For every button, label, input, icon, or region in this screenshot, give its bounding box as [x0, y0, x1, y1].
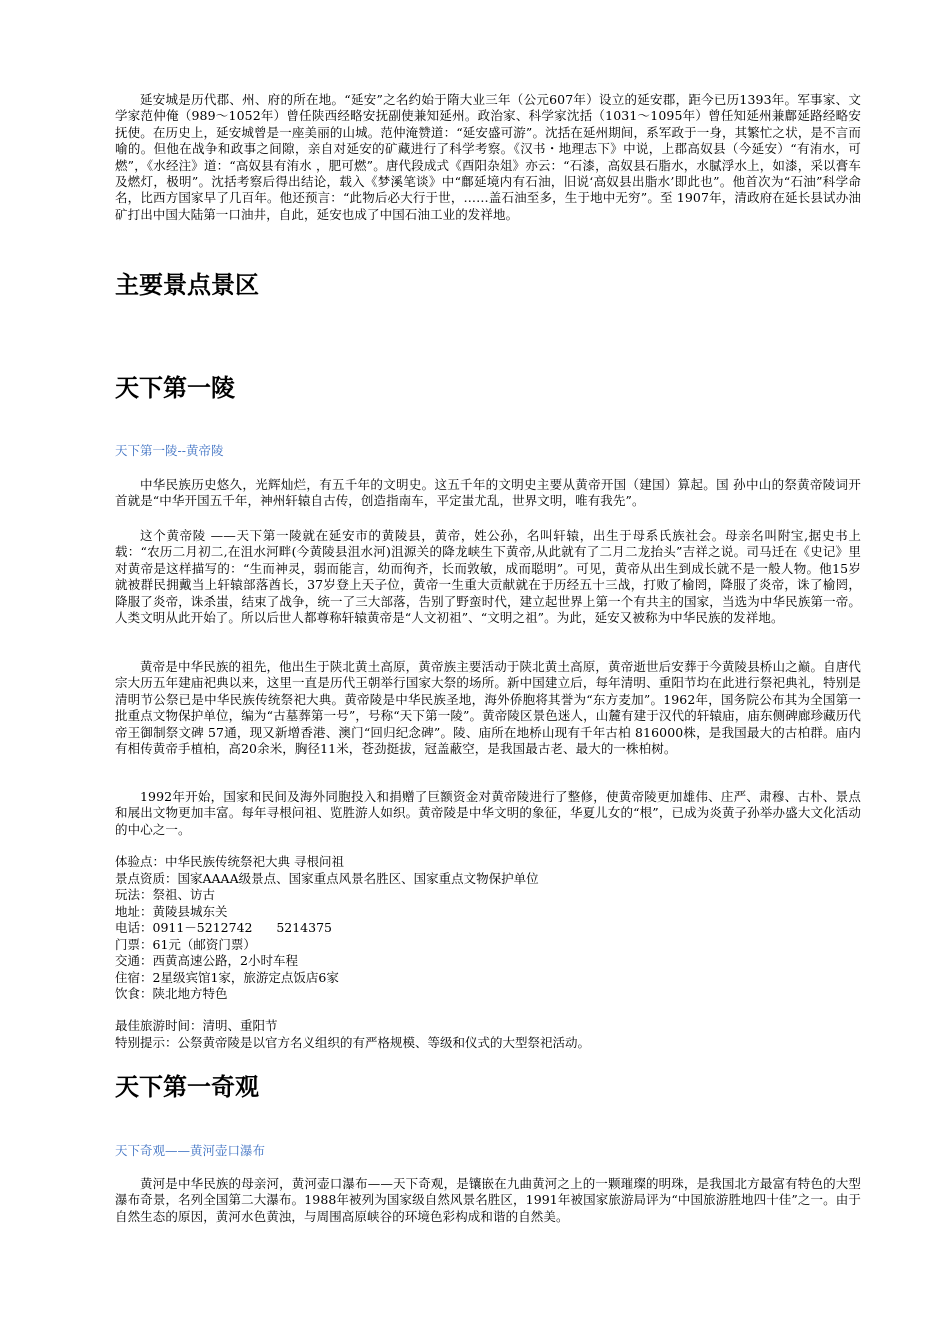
heading-first-mausoleum: 天下第一陵 — [115, 374, 235, 402]
info-line: 门票：61元（邮资门票） — [115, 936, 256, 952]
info-line: 电话：0911－5212742 5214375 — [115, 920, 332, 935]
paragraph-huangdi-birth: 这个黄帝陵 ——天下第一陵就在延安市的黄陵县，黄帝，姓公孙，名叫轩辕，出生于母系氏族社会。母亲名叫附宝,据史书上载：“农历二月初二,在沮水河畔(今黄陵县沮水河)沮源关的降龙峡生下黄帝,从此就有了二月二龙抬头”吉祥之说。司马迁在《史记》里对黄帝是这样描写的：“生而神灵，弱而能言，幼而徇齐，长而敦敏，成而聪明”。可见，黄帝从出生到成长就不是一般人物。他15岁就被群民拥戴当上轩辕部落酋长，37岁登上天子位，黄帝一生重大贡献就在于历经五十三战，打败了榆罔，降服了炎帝，诛了榆罔，降服了炎帝，诛杀蚩，结束了战争，统一了三大部落，告别了野蛮时代，建立起世界上第一个有共主的国家，当选为中华民族第一帝。人类文明从此开始了。所以后世人都尊称轩辕黄帝是“人文初祖”、“文明之祖”。为此，延安又被称为中华民族的发祥地。 — [115, 528, 861, 626]
info-line: 住宿：2星级宾馆1家，旅游定点饭店6家 — [115, 969, 339, 985]
info-line: 景点资质：国家AAAA级景点、国家重点风景名胜区、国家重点文物保护单位 — [115, 870, 539, 886]
paragraph-history: 中华民族历史悠久，光辉灿烂，有五千年的文明史。这五千年的文明史主要从黄帝开国（建国）算起。国 孙中山的祭黄帝陵词开首就是“中华开国五千年，神州轩辕自古传，创造指南车，平定蚩尤乱，世界文明，唯有我先”。 — [115, 477, 861, 509]
heading-main-attractions: 主要景点景区 — [115, 271, 259, 299]
paragraph-renovation: 1992年开始，国家和民间及海外同胞投入和捐赠了巨额资金对黄帝陵进行了整修，使黄帝陵更加雄伟、庄严、肃穆、古朴、景点和展出文物更加丰富。每年寻根问祖、览胜游人如织。黄帝陵是中华文明的象征，华夏儿女的“根”，已成为炎黄子孙举办盛大文化活动的中心之一。 — [115, 789, 861, 837]
link-hukou-waterfall[interactable]: 天下奇观——黄河壶口瀑布 — [115, 1143, 266, 1158]
paragraph-huangdi-mausoleum: 黄帝是中华民族的祖先，他出生于陕北黄土高原，黄帝族主要活动于陕北黄土高原，黄帝逝世后安葬于今黄陵县桥山之巅。自唐代宗大历五年建庙祀典以来，这里一直是历代王朝举行国家大祭的场所。新中国建立后，每年清明、重阳节均在此进行祭祀典礼，特别是清明节公祭已是中华民族传统祭祀大典。黄帝陵是中华民族圣地，海外侨胞将其誉为“东方麦加”。1962年，国务院公布其为全国第一批重点文物保护单位，编为“古墓葬第一号”，号称“天下第一陵”。黄帝陵区景色迷人，山麓有建于汉代的轩辕庙，庙东侧碑廊珍藏历代帝王御制祭文碑 57通，现又新增香港、澳门“回归纪念碑”。陵、庙所在地桥山现有千年古柏 816000株，是我国最大的古柏群。庙内有相传黄帝手植柏，高20余米，胸径11米，苍劲挺拔，冠盖蔽空，是我国最古老、最大的一株柏树。 — [115, 659, 861, 757]
tip-line: 特别提示：公祭黄帝陵是以官方名义组织的有严格规模、等级和仪式的大型祭祀活动。 — [115, 1034, 591, 1050]
heading-wonder: 天下第一奇观 — [115, 1073, 259, 1101]
tip-line: 最佳旅游时间：清明、重阳节 — [115, 1018, 278, 1033]
info-line: 玩法：祭祖、访古 — [115, 887, 216, 902]
info-line: 体验点：中华民族传统祭祀大典 寻根问祖 — [115, 854, 344, 869]
info-list — [115, 854, 861, 1003]
intro-paragraph: 延安城是历代郡、州、府的所在地。“延安”之名约始于隋大业三年（公元607年）设立的延安郡，距今已历1393年。军事家、文学家范仲俺（989～1052年）曾任陕西经略安抚副使兼知延州。政治家、科学家沈括（1031～1095年）曾任知延州兼鄜延路经略安抚使。在历史上，延安城曾是一座美丽的山城。范仲淹赞道：“延安盛可游”。沈括在延州期间，系军政于一身，其繁忙之状，是不言而喻的。但他在战争和政事之间隙，亲自对延安的矿藏进行了科学考察。《汉书・地理志下》中说，上郡高奴县（今延安）“有洧水，可燃”，《水经注》道：“高奴县有洧水 ，肥可燃”。唐代段成式《酉阳杂俎》亦云：“石漆，高奴县石脂水，水腻浮水上，如漆，采以膏车及燃灯，极明”。沈括考察后得出结论，载入《梦溪笔谈》中“鄜延境内有石油，旧说‘高奴县出脂水’即此也”。他首次为“石油”科学命名，比西方国家早了几百年。他还预言：“此物后必大行于世，……盖石油至多，生于地中无穷”。至 1907年，清政府在延长县试办油矿打出中国大陆第一口油井，自此，延安也成了中国石油工业的发祥地。 — [115, 92, 861, 222]
info-line: 交通：西黄高速公路，2小时车程 — [115, 953, 298, 968]
info-line: 饮食：陕北地方特色 — [115, 986, 228, 1001]
paragraph-yellow-river: 黄河是中华民族的母亲河，黄河壶口瀑布——天下奇观，是镶嵌在九曲黄河之上的一颗璀璨的明珠，是我国北方最富有特色的大型瀑布奇景，名列全国第二大瀑布。1988年被列为国家级自然风景名胜区，1991年被国家旅游局评为“中国旅游胜地四十佳”之一。由于自然生态的原因，黄河水色黄浊，与周围高原峡谷的环境色彩构成和谐的自然美。 — [115, 1176, 861, 1224]
info-line: 地址：黄陵县城东关 — [115, 903, 228, 919]
tips-list — [115, 1018, 861, 1051]
link-huangdi-mausoleum[interactable]: 天下第一陵--黄帝陵 — [115, 443, 224, 458]
